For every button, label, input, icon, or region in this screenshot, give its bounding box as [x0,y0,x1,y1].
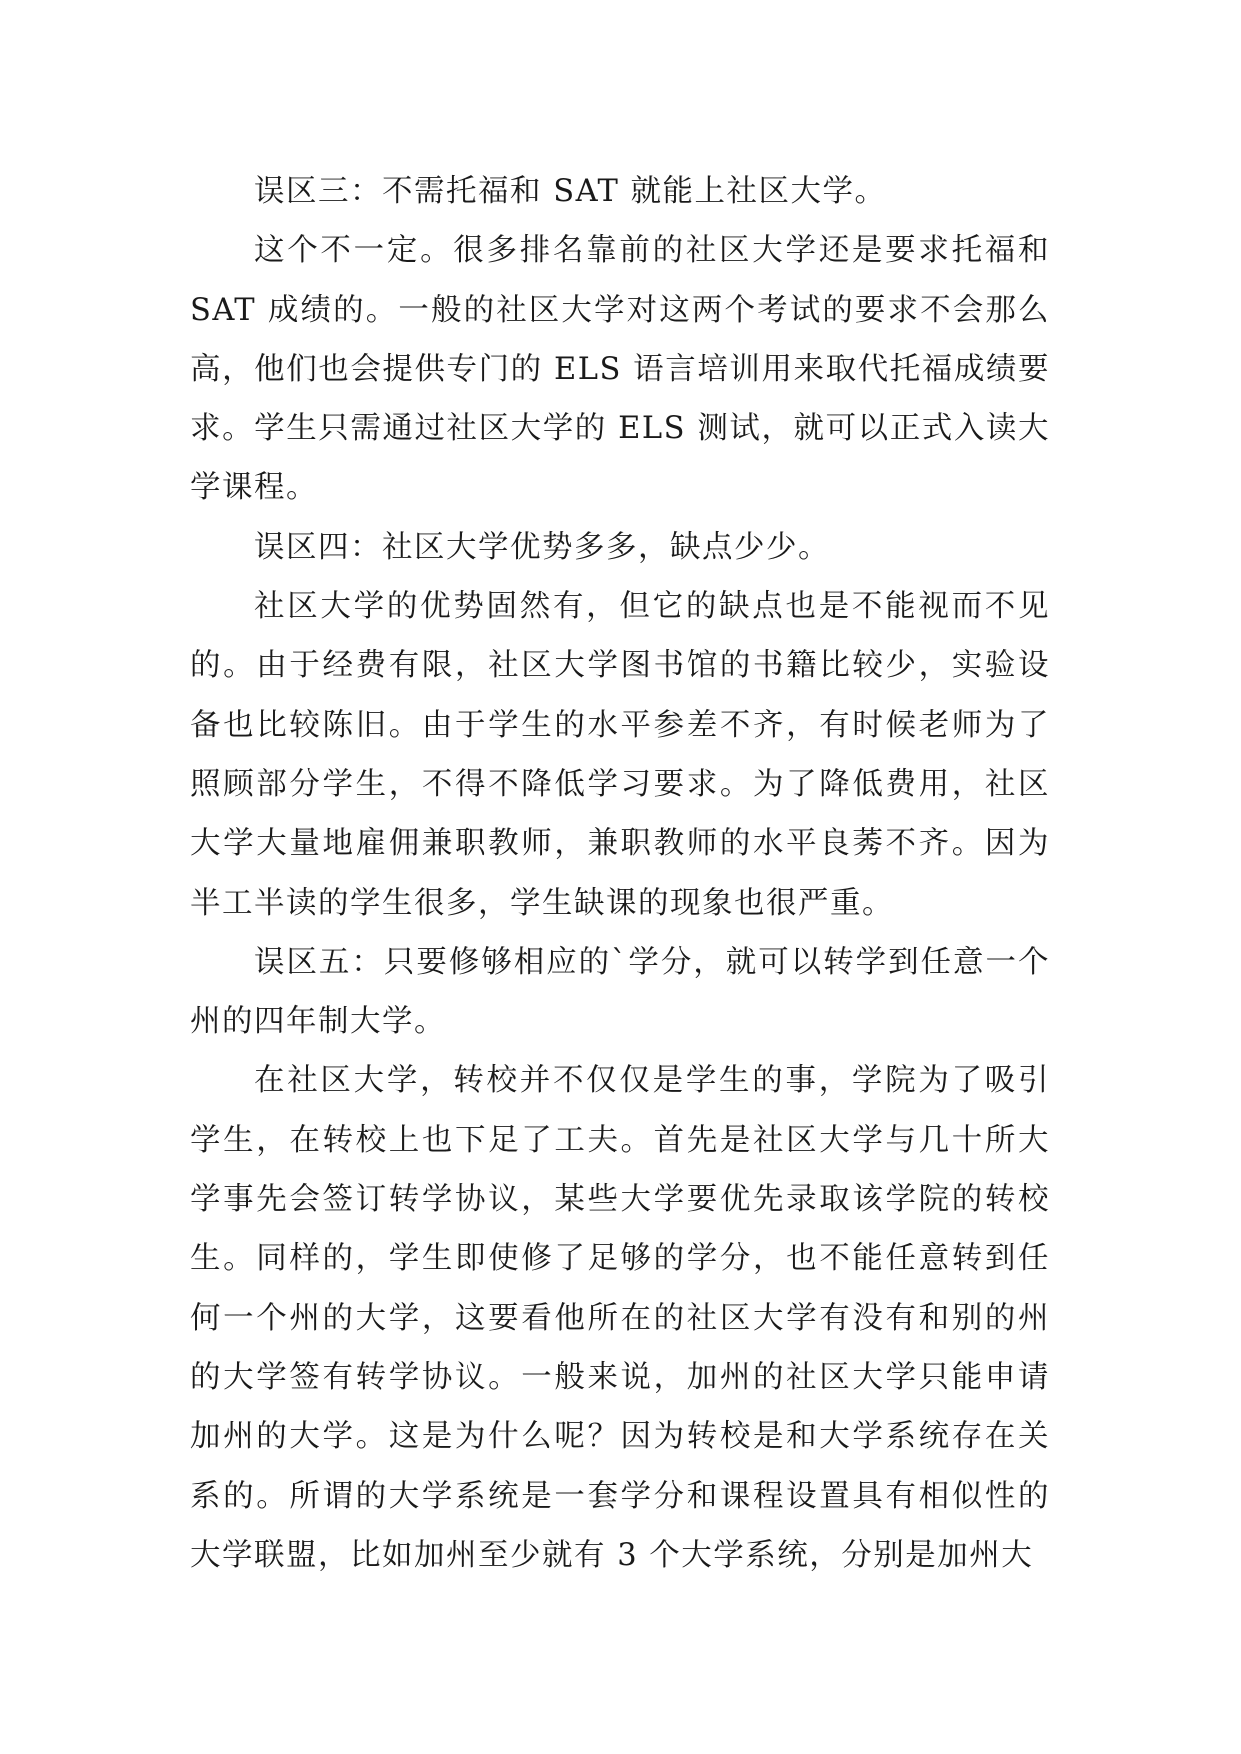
heading-myth-5: 误区五：只要修够相应的`学分，就可以转学到任意一个州的四年制大学。 [190,944,1050,1040]
document-body [190,162,1050,1585]
paragraph-myth-4-explanation: 社区大学的优势固然有，但它的缺点也是不能视而不见的。由于经费有限，社区大学图书馆的书籍比较少，实验设备也比较陈旧。由于学生的水平参差不齐，有时候老师为了照顾部分学生，不得不降低学习要求。为了降低费用，社区大学大量地雇佣兼职教师，兼职教师的水平良莠不齐。因为半工半读的学生很多，学生缺课的现象也很严重。 [190,589,1050,921]
heading-myth-3: 误区三：不需托福和 SAT 就能上社区大学。 [254,174,887,209]
paragraph-myth-3-explanation: 这个不一定。很多排名靠前的社区大学还是要求托福和 SAT 成绩的。一般的社区大学对这两个考试的要求不会那么高，他们也会提供专门的 ELS 语言培训用来取代托福成绩要求。学生只需通过社区大学的 ELS 测试，就可以正式入读大学课程。 [190,233,1050,506]
heading-myth-4: 误区四：社区大学优势多多，缺点少少。 [254,529,830,565]
paragraph-myth-5-explanation: 在社区大学，转校并不仅仅是学生的事，学院为了吸引学生，在转校上也下足了工夫。首先是社区大学与几十所大学事先会签订转学协议，某些大学要优先录取该学院的转校生。同样的，学生即使修了足够的学分，也不能任意转到任何一个州的大学，这要看他所在的社区大学有没有和别的州的大学签有转学协议。一般来说，加州的社区大学只能申请加州的大学。这是为什么呢？因为转校是和大学系统存在关系的。所谓的大学系统是一套学分和课程设置具有相似性的大学联盟，比如加州至少就有 3 个大学系统，分别是加州大 [190,1063,1050,1573]
